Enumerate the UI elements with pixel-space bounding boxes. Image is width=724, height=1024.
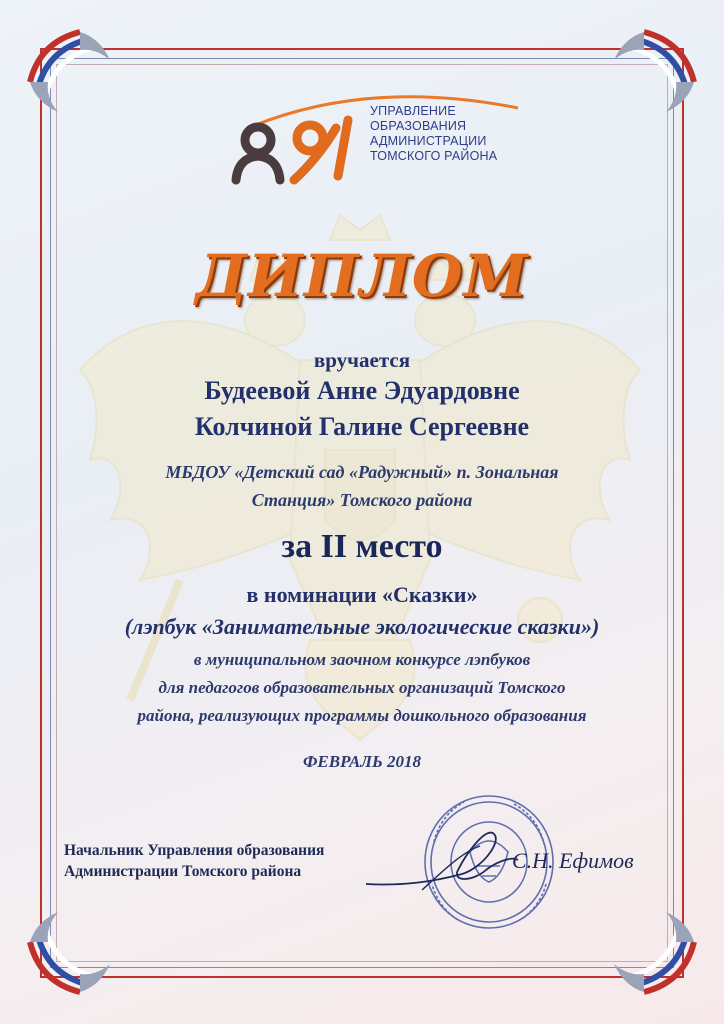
ribbon-corner-icon [594,892,704,1002]
date-text: ФЕВРАЛЬ 2018 [302,752,422,771]
org-name-line: УПРАВЛЕНИЕ [370,104,456,118]
contest-line: района, реализующих программы дошкольного образования [137,706,587,725]
organization-line: МБДОУ «Детский сад «Радужный» п. Зональная [165,462,559,482]
org-name-line: ОБРАЗОВАНИЯ [370,119,467,133]
organization-line: Станция» Томского района [251,490,473,510]
signatory-title-line: Администрации Томского района [64,863,302,880]
place-text: за II место [281,528,443,565]
signatory-title-line: Начальник Управления образования [64,842,325,859]
org-name-line: ТОМСКОГО РАЙОНА [370,149,498,163]
ribbon-corner-icon [20,22,130,132]
org-name [370,104,497,164]
recipient-name: Колчиной Галине Сергеевне [194,412,530,441]
signatory-name: С.Н. Ефимов [512,848,634,873]
signature-icon [362,812,522,902]
signatory-title [64,840,324,882]
ribbon-corner-icon [20,892,130,1002]
nomination-text: в номинации «Сказки» [246,582,478,607]
diploma-title: ДИПЛОМ [195,242,529,310]
contest-line: для педагогов образовательных организаций Томского [158,678,566,697]
org-name-line: АДМИНИСТРАЦИИ [370,134,487,148]
awarded-text: вручается [313,348,411,372]
contest-line: в муниципальном заочном конкурсе лэпбуков [193,650,531,669]
lapbook-title: (лэпбук «Занимательные экологические сказки») [124,614,600,639]
ribbon-corner-icon [594,22,704,132]
recipient-name: Будеевой Анне Эдуардовне [204,376,520,405]
